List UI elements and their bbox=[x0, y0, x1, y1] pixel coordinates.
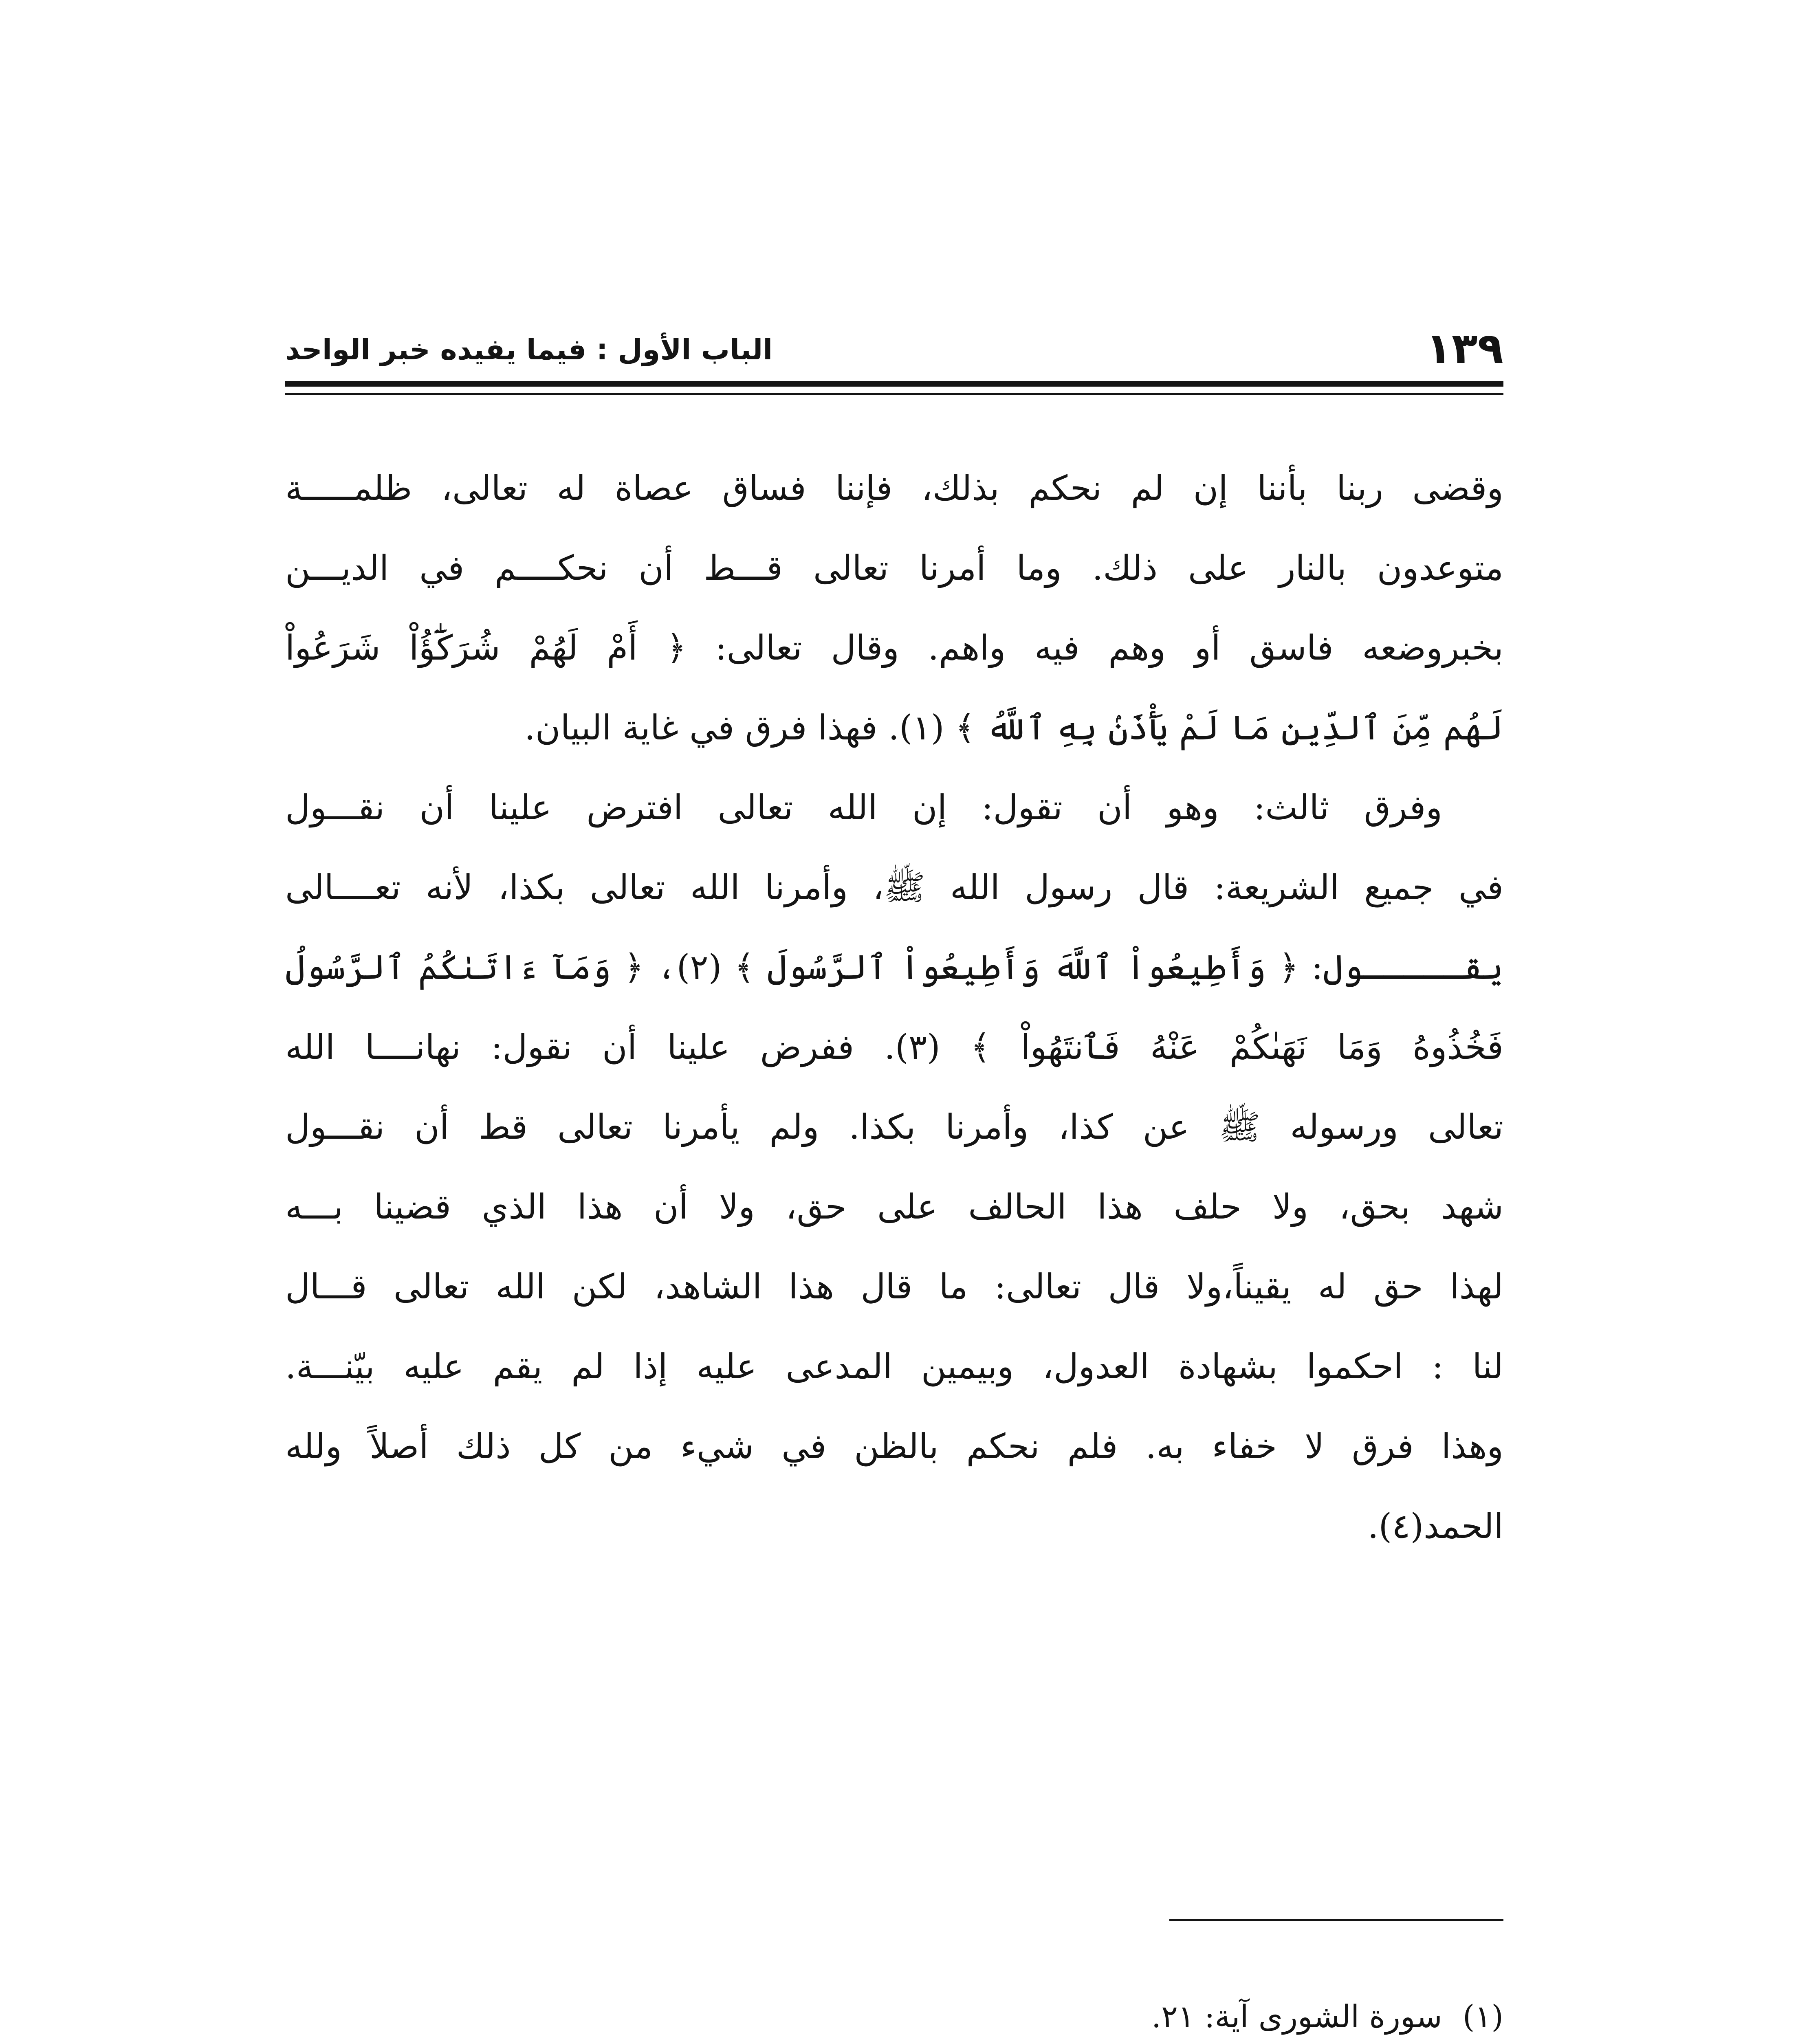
footnote-text: سورة الشورى آية: ٢١. bbox=[1151, 1998, 1442, 2035]
text-line: لَهُم مِّنَ ٱلدِّينِ مَا لَمْ يَأْذَنۢ بِهِ ٱللَّهُ ﴾ (١). فهذا فرق في غاية البيان. bbox=[524, 708, 1503, 748]
text-line: يقـــــول: ﴿ وَأَطِيعُواْ ٱللَّهَ وَأَطِيعُواْ ٱلرَّسُولَ ﴾ (٢)، ﴿ وَمَآ ءَاتَىٰكُمُ ٱلرَّسُولُ bbox=[285, 947, 1503, 987]
text-line: في جميع الشريعة: قال رسول الله ﷺ، وأمرنا الله تعالى بكذا، لأنه تعــــالى bbox=[285, 867, 1503, 907]
footnote-separator bbox=[1169, 1919, 1503, 1921]
header-rule-thin bbox=[285, 393, 1503, 395]
footnote bbox=[285, 1976, 1503, 2037]
text-line: فَخُذُوهُ وَمَا نَهَىٰكُمْ عَنْهُ فَٱنتَهُواْ ﴾ (٣). ففرض علينا أن نقول: نهانــــا الله bbox=[285, 1027, 1503, 1067]
text-line: شهد بحق، ولا حلف هذا الحالف على حق، ولا أن هذا الذي قضينا بـــه bbox=[285, 1187, 1503, 1227]
text-line: بخبروضعه فاسق أو وهم فيه واهم. وقال تعالى: ﴿ أَمْ لَهُمْ شُرَكَٰٓؤُاْ شَرَعُواْ bbox=[285, 628, 1503, 668]
text-line: وقضى ربنا بأننا إن لم نحكم بذلك، فإننا فساق عصاة له تعالى، ظلمـــــة bbox=[285, 468, 1503, 508]
page-number: ١٣٩ bbox=[1426, 323, 1503, 373]
footnotes bbox=[285, 1976, 1503, 2037]
text-line: لهذا حق له يقيناً،ولا قال تعالى: ما قال هذا الشاهد، لكن الله تعالى قـــال bbox=[285, 1267, 1503, 1307]
page-header bbox=[285, 323, 1503, 373]
footnote-marker: (١) bbox=[1462, 1998, 1503, 2035]
text-line: تعالى ورسوله ﷺ عن كذا، وأمرنا بكذا. ولم يأمرنا تعالى قط أن نقـــول bbox=[285, 1107, 1503, 1147]
running-title: الباب الأول : فيما يفيده خبر الواحد bbox=[285, 333, 773, 366]
text-line: وهذا فرق لا خفاء به. فلم نحكم بالظن في شيء من كل ذلك أصلاً ولله bbox=[285, 1426, 1503, 1466]
header-rule-thick bbox=[285, 381, 1503, 387]
body-text bbox=[285, 448, 1503, 1566]
text-line: الحمد(٤). bbox=[1367, 1506, 1503, 1546]
text-line: متوعدون بالنار على ذلك. وما أمرنا تعالى قـــط أن نحكــــم في الديـــن bbox=[285, 548, 1503, 588]
text-line: وفرق ثالث: وهو أن تقول: إن الله تعالى افترض علينا أن نقـــول bbox=[285, 788, 1442, 827]
text-line: لنا : احكموا بشهادة العدول، وبيمين المدعى عليه إذا لم يقم عليه بيّنـــة. bbox=[285, 1346, 1503, 1386]
